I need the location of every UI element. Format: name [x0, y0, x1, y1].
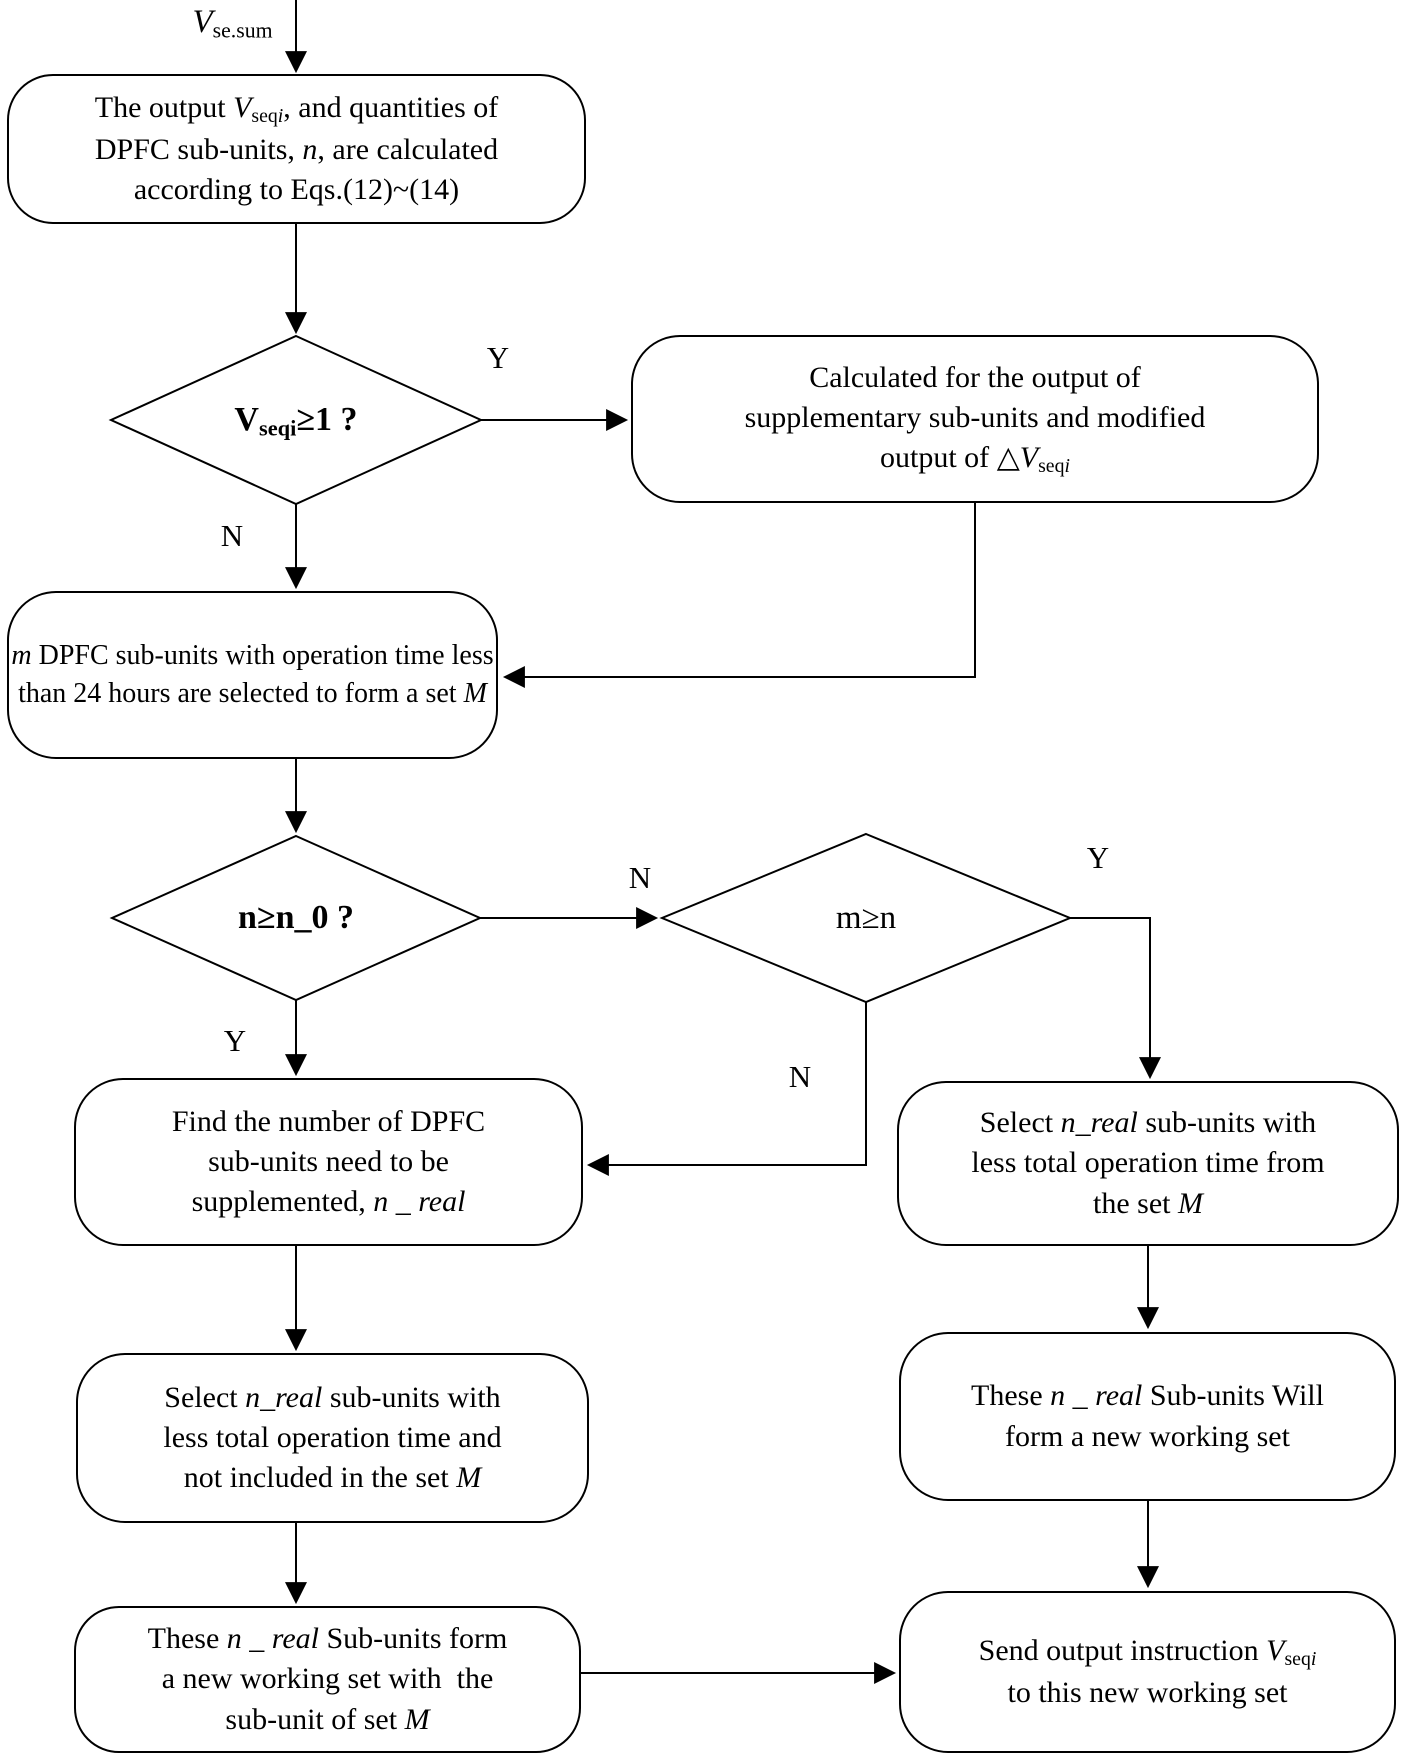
start-variable-label: Vse.sum — [192, 4, 273, 43]
edge-check-mn-no — [590, 1002, 866, 1165]
node-form-new-set-label: These n _ real Sub-units Will form a new working set — [971, 1379, 1324, 1453]
node-select-set-m-label: m DPFC sub-units with operation time less than 24 hours are selected to form a set M — [11, 640, 494, 709]
edge-label-check-mn-yes: Y — [1086, 840, 1110, 875]
node-calc-supplementary-label: Calculated for the output of supplementary sub-units and modified output of △Vseqi — [744, 361, 1206, 478]
node-check-n-label: n≥n_0 ? — [238, 899, 354, 937]
node-check-vseqi-label: Vseqi≥1 ? — [234, 400, 358, 441]
node-form-with-m-label: These n _ real Sub-units form a new working set with the sub-unit of set M — [147, 1622, 508, 1736]
edge-label-check-mn-no: N — [788, 1059, 812, 1094]
node-calc-output-label: The output Vseqi, and quantities of DPFC sub-units, n, are calculated according to Eqs.(12)~(14) — [94, 91, 499, 206]
node-find-n-real-label: Find the number of DPFC sub-units need to be supplemented, n _ real — [171, 1104, 486, 1219]
edge-label-check-n-no: N — [628, 860, 652, 895]
edge-supplementary-to-set-m — [506, 502, 975, 677]
node-check-m-n-label: m≥n — [835, 899, 897, 936]
node-send-instruction-label: Send output instruction Vseqi to this new working set — [978, 1634, 1317, 1709]
edge-check-mn-yes — [1070, 918, 1150, 1076]
node-select-not-in-m-label: Select n_real sub-units with less total operation time and not included in the set M — [163, 1380, 502, 1495]
edge-label-check-vseqi-yes: Y — [486, 340, 510, 375]
edge-label-check-vseqi-no: N — [220, 518, 244, 553]
edge-label-check-n-yes: Y — [223, 1023, 247, 1058]
node-select-from-m-label: Select n_real sub-units with less total operation time from the set M — [971, 1106, 1325, 1220]
